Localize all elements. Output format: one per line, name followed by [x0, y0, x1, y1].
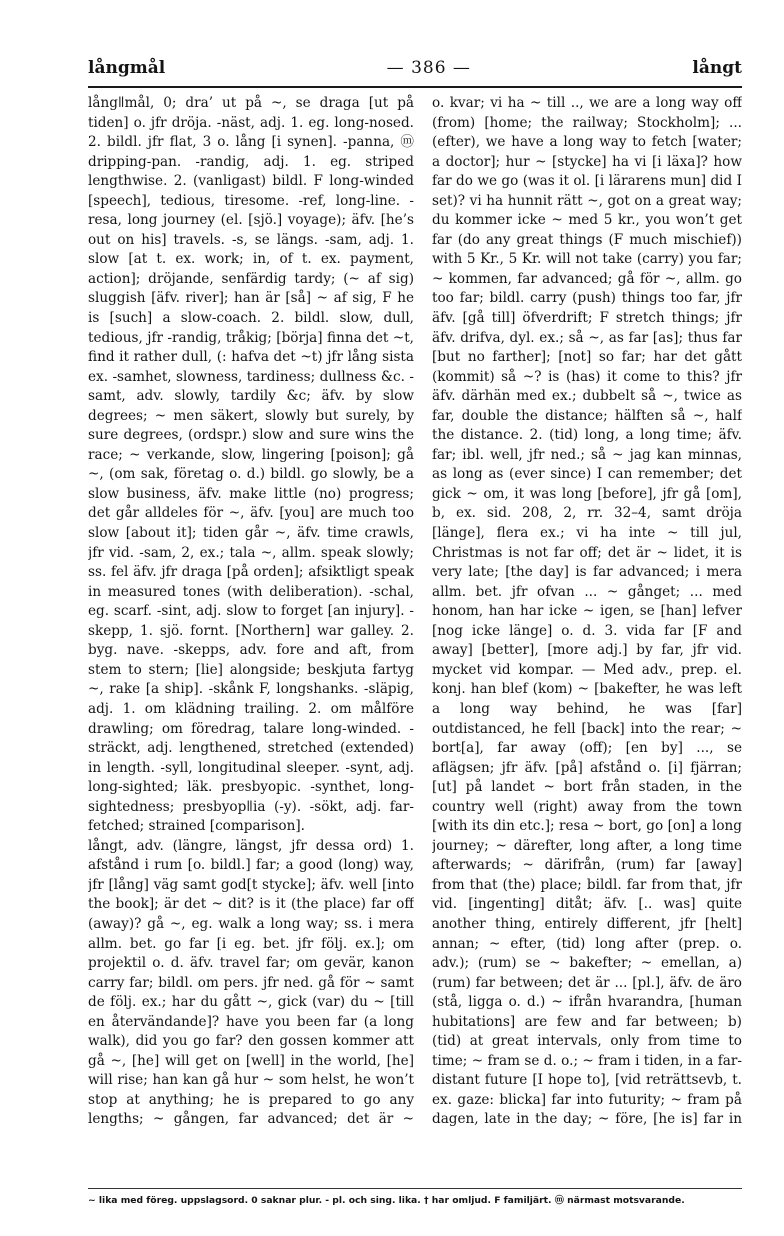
header-left-word: långmål: [88, 58, 166, 78]
left-column: [88, 94, 414, 1126]
right-column: [432, 94, 742, 1126]
entry-langt-continued: o. kvar; vi ha ~ till .., we are a long way off (from) [home; the railway; Stockholm]; ... (efter), we have a long way to fetch [water; a doctor]; hur ~ [stycke] ha vi [i läxa]? how far do we go (was it ol. [i lärarens mun] did I set)? vi ha hunnit rätt ~, got on a great way; du kommer icke ~ med 5 kr., you won’t get far (do any great things (F much mischief)) with 5 Kr., 5 Kr. will not take (carry) you far; ~ kommen, far advanced; gå för ~, allm. go too far; bildl. carry (push) things too far, jfr äfv. [gå till] öfverdrift; F stretch things; jfr äfv. drifva, dyl. ex.; så ~, as far [as]; thus far [but no farther]; [not] so far; har det gått (kommit) så ~? is (has) it come to this? jfr äfv. därhän med ex.; dubbelt så ~, twice as far, double the distance; hälften så ~, half the distance. 2. (tid) long, a long time; äfv. far; ibl. well, jfr ned.; så ~ jag kan minnas, as long as (ever since) I can remember; det gick ~ om, it was long [before], jfr gå [om], b, ex. sid. 208, 2, rr. 32–4, samt dröja [länge], flera ex.; vi ha inte ~ till jul, Christmas is not far off; det är ~ lidet, it is very late; [the day] is far advanced; i mera allm. bet. jfr ofvan ... ~ gånget; ... med honom, han har icke ~ igen, se [han] lefver [nog icke länge] o. d. 3. vida far [F and away] [better], [more adj.] by far, jfr vid. mycket vid kompar. — Med adv., prep. el. konj. han blef (kom) ~ [bakefter, he was left a long way behind, he was [far] outdistanced, he fell [back] into the rear; ~ bort[a], far away (off); [en by] ..., se aflägsen; jfr äfv. [på] afstånd o. [i] fjärran; [ut] på landet ~ bort från staden, in the country well (right) away from the town [with its din etc.]; resa ~ bort, go [on] a long journey; ~ därefter, long after, a long time afterwards; ~ därifrån, (rum) far [away] from that (the) place; bildl. far from that, jfr vid. [ingenting] ditåt; äfv. [.. was] quite another thing, entirely different, jfr [helt] annan; ~ efter, (tid) long after (prep. o. adv.); (rum) se ~ bakefter; ~ emellan, a) (rum) far between; det är ... [pl.], äfv. de äro (stå, ligga o. d.) ~ ifrån hvarandra, [human hubitations] are few and far between; b) (tid) at great intervals, only from time to time; ~ fram se d. o.; ~ fram i tiden, in a far-distant future [I hope to], [vid reträttsevb, t. ex. gaze: blicka] far into futurity; ~ fram på dagen, late in the day; ~ före, [he is] far in: [432, 95, 742, 1126]
footer-rule: [88, 1188, 742, 1189]
entry-langmal: långǁmål, 0; dra’ ut på ~, se draga [ut på tiden] o. jfr dröja. -näst, adj. 1. eg. long-nosed. 2. bildl. jfr flat, 3 o. lång [i synen]. -panna, ⓜ dripping-pan. -randig, adj. 1. eg. striped lengthwise. 2. (vanligast) bildl. F long-winded [speech], tedious, tiresome. -ref, long-line. -resa, long journey (el. [sjö.] voyage); äfv. [he’s out on his] travels. -s, se längs. -sam, adj. 1. slow [at t. ex. work; in, of t. ex. payment, action]; dröjande, senfärdig tardy; (~ af sig) sluggish [äfv. river]; han är [så] ~ af sig, F he is [such] a slow-coach. 2. bildl. slow, dull, tedious, jfr -randig, tråkig; [börja] finna det ~t, find it rather dull, (: hafva det ~t) jfr lång sista ex. -samhet, slowness, tardiness; dullness &c. -samt, adv. slowly, tardily &c; äfv. by slow degrees; ~ men säkert, slowly but surely, by sure degrees, (ordspr.) slow and sure wins the race; ~ verkande, slow, lingering [poison]; gå ~, (om sak, företag o. d.) bildl. go slowly, be a slow business, äfv. make little (no) progress; det går alldeles för ~, äfv. [you] are much too slow [about it]; tiden går ~, äfv. time crawls, jfr vid. -sam, 2, ex.; tala ~, allm. speak slowly; ss. fel äfv. jfr draga [på orden]; afsiktligt speak in measured tones (with deliberation). -schal, eg. scarf. -sint, adj. slow to forget [an injury]. -skepp, 1. sjö. fornt. [Northern] war galley. 2. byg. nave. -skepps, adv. fore and aft, from stem to stern; [lie] alongside; beskjuta fartyg ~, rake [a ship]. -skånk F, longshanks. -släpig, adj. 1. om klädning trailing. 2. om målföre drawling; om föredrag, talare long-winded. -sträckt, adj. lengthened, stretched (extended) in length. -syll, longitudinal sleeper. -synt, adj. long-sighted; läk. presbyopic. -synthet, long-sightedness; presbyopǁia (-y). -sökt, adj. far-fetched; strained [comparison].: [88, 95, 414, 835]
abbreviation-legend: ~ lika med föreg. uppslagsord. 0 saknar plur. - pl. och sing. lika. † har omljud. F familjärt. ⓜ närmast motsvarande.: [88, 1195, 685, 1206]
page-number: — 386 —: [386, 58, 471, 78]
header-rule: [88, 86, 742, 88]
header-right-word: långt: [692, 58, 742, 78]
entry-langt: långt, adv. (längre, längst, jfr dessa ord) 1. afstånd i rum [o. bildl.] far; a good (long) way, jfr [lång] väg samt god[t stycke]; äfv. well [into the book]; är det ~ dit? is it (the place) far off (away)? gå ~, eg. walk a long way; ss. i mera allm. bet. go far [i eg. bet. jfr följ. ex.]; om projektil o. d. äfv. travel far; om gevär, kanon carry far; bildl. om pers. jfr ned. gå för ~ samt de följ. ex.; har du gått ~, gick (var) du ~ [till en återvändande]? have you been far (a long walk), did you go far? den gossen kommer att gå ~, [he] will get on [well] in the world, [he] will rise; han kan gå hur ~ som helst, he won’t stop at anything; he is prepared to go any lengths; ~ gången, far advanced; det är ~: [88, 837, 414, 1126]
page-header: [88, 58, 742, 84]
